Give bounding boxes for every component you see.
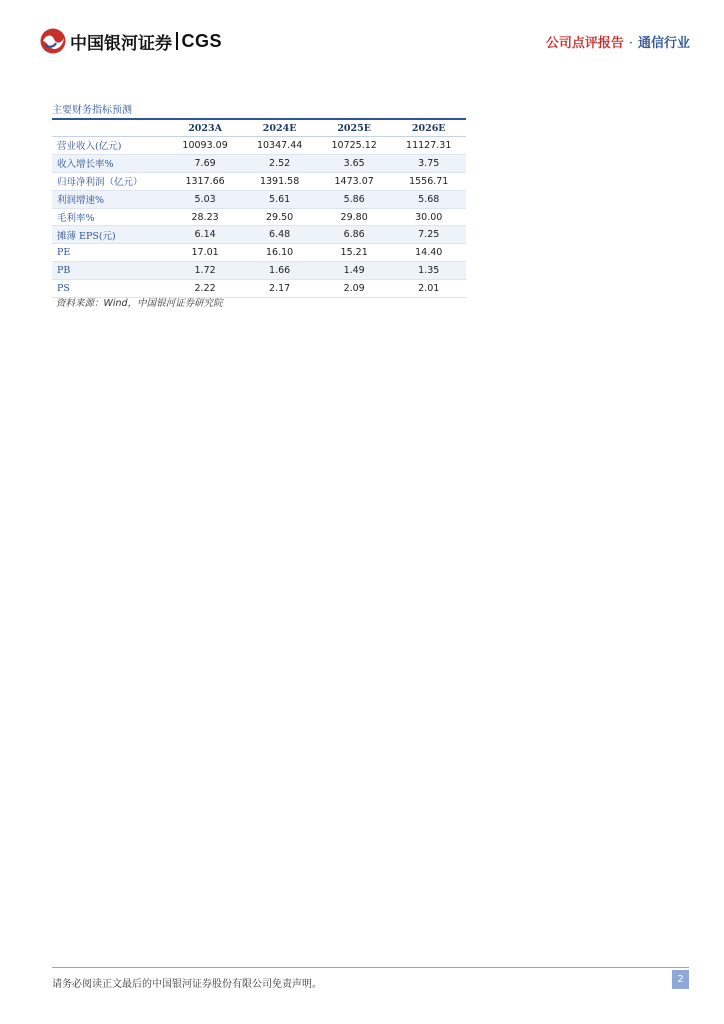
- report-type: 公司点评报告: [545, 36, 624, 51]
- header-cell-year: 2026E: [391, 119, 466, 137]
- table-cell: 6.48: [242, 226, 317, 244]
- page-header: [0, 0, 724, 62]
- table-row: [52, 137, 466, 155]
- row-label: PS: [52, 280, 168, 298]
- table-row: [52, 154, 466, 172]
- table-row: [52, 208, 466, 226]
- table-cell: 3.65: [317, 154, 392, 172]
- table-title: 主要财务指标预测: [52, 105, 132, 116]
- table-cell: 2.09: [317, 280, 392, 298]
- logo-divider: [176, 32, 178, 50]
- row-label: PE: [52, 244, 168, 262]
- table-cell: 17.01: [168, 244, 243, 262]
- table-cell: 1.66: [242, 262, 317, 280]
- table-cell: 5.03: [168, 190, 243, 208]
- footer-divider: [52, 967, 689, 968]
- table-cell: 29.80: [317, 208, 392, 226]
- table-cell: 30.00: [391, 208, 466, 226]
- table-cell: 16.10: [242, 244, 317, 262]
- table-cell: 15.21: [317, 244, 392, 262]
- table-cell: 7.69: [168, 154, 243, 172]
- table-cell: 1391.58: [242, 172, 317, 190]
- table-cell: 6.86: [317, 226, 392, 244]
- header-cell-year: 2025E: [317, 119, 392, 137]
- table-row: [52, 190, 466, 208]
- logo-english-name: CGS: [181, 30, 223, 51]
- footer-disclaimer: 请务必阅读正文最后的中国银河证券股份有限公司免责声明。: [52, 979, 322, 990]
- row-label: 归母净利润（亿元）: [52, 172, 168, 190]
- header-cell-empty: [52, 119, 168, 137]
- logo-chinese-name: 中国银河证券: [70, 33, 172, 54]
- table-cell: 6.14: [168, 226, 243, 244]
- table-row: [52, 226, 466, 244]
- report-category: [546, 32, 690, 51]
- table-header-row: [52, 119, 466, 137]
- company-logo: [40, 28, 222, 54]
- row-label: 利润增速%: [52, 190, 168, 208]
- table-cell: 28.23: [168, 208, 243, 226]
- table-cell: 2.22: [168, 280, 243, 298]
- row-label: 摊薄 EPS(元): [52, 226, 168, 244]
- industry-name: 通信行业: [637, 36, 690, 51]
- table-cell: 10093.09: [168, 137, 243, 155]
- table-row: [52, 172, 466, 190]
- data-source-note: 资料来源：Wind，中国银河证券研究院: [56, 298, 223, 309]
- cgs-logo-icon: [40, 28, 66, 54]
- header-cell-year: 2024E: [242, 119, 317, 137]
- category-separator: ·: [628, 36, 633, 51]
- table-cell: 5.61: [242, 190, 317, 208]
- table-cell: 14.40: [391, 244, 466, 262]
- table-cell: 1317.66: [168, 172, 243, 190]
- table-cell: 1.49: [317, 262, 392, 280]
- table-cell: 2.17: [242, 280, 317, 298]
- page-number: 2: [672, 970, 689, 989]
- table-cell: 29.50: [242, 208, 317, 226]
- table-cell: 10347.44: [242, 137, 317, 155]
- financial-forecast-table: [52, 118, 466, 298]
- table-cell: 5.68: [391, 190, 466, 208]
- table-row: [52, 262, 466, 280]
- row-label: PB: [52, 262, 168, 280]
- table-cell: 5.86: [317, 190, 392, 208]
- table-row: [52, 244, 466, 262]
- table-cell: 10725.12: [317, 137, 392, 155]
- header-cell-year: 2023A: [168, 119, 243, 137]
- table-cell: 1473.07: [317, 172, 392, 190]
- table-cell: 2.01: [391, 280, 466, 298]
- row-label: 毛利率%: [52, 208, 168, 226]
- table-cell: 1556.71: [391, 172, 466, 190]
- row-label: 收入增长率%: [52, 154, 168, 172]
- table-cell: 1.35: [391, 262, 466, 280]
- table-cell: 7.25: [391, 226, 466, 244]
- table-cell: 2.52: [242, 154, 317, 172]
- table-cell: 3.75: [391, 154, 466, 172]
- table-cell: 1.72: [168, 262, 243, 280]
- row-label: 营业收入(亿元): [52, 137, 168, 155]
- table-cell: 11127.31: [391, 137, 466, 155]
